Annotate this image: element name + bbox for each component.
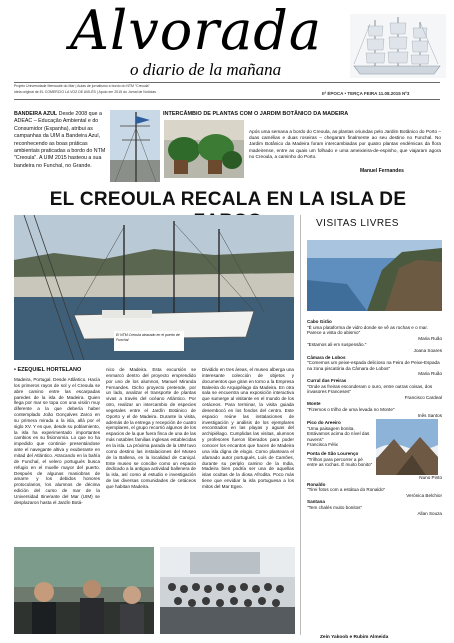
masthead-rule-top <box>14 82 440 83</box>
visit-quote: "Comemos um peixe-espada delicioso na Feira de Peixe-Espada na zona piscatória da Câmara de Lobos" <box>307 360 440 371</box>
visit-place: Ponta de São Lourenço <box>307 451 359 457</box>
masthead-rule-bottom <box>14 99 440 100</box>
visit-author: Maria Ruão <box>418 371 442 377</box>
main-photo-caption: El NTM Creoula atracado en el puerto de Funchal <box>114 331 184 351</box>
sidebar-divider <box>300 215 301 635</box>
visit-quote: "Tem chalés muito bonitos" <box>307 505 363 511</box>
visit-author: Inês Santos <box>417 412 442 418</box>
visit-place: Curral das Freiras <box>307 377 347 383</box>
teaser-bandeira-azul <box>14 111 114 170</box>
visit-entry-text <box>307 419 373 475</box>
visit-place: Pico do Areeiro <box>307 420 341 426</box>
main-headline: EL CREOULA RECALA EN LA ISLA DE <box>49 189 407 210</box>
visit-author: Verónica Belchior <box>406 492 442 498</box>
visit-entry <box>307 378 442 400</box>
mountain-clouds-photo <box>376 419 438 475</box>
credits-line-2: Ideia original de EL COMERCIO LA VOZ DE AVILÉS | Apoio em 2015 do Jornal de Notícias <box>14 89 156 94</box>
visit-quote: "É uma plataforma de vidro donde se vê as rochas e o mar. Parece a vista do abismo" <box>307 324 428 336</box>
article-column-3: Dividido en tres áreas, el museo alberga una interesante colección de objetos y documentos que giran en torno a la Empresa Baleeira do Arquipélago da Madeira. En otra sala se encuentra una exposición interactiva que sumerge al visitante en el mundo de los cetáceos. Para terminar, la visita guiada desembocó en los fondos del centro. Este espacio reúne las instalaciones de investigación y análisis de los ejemplares encontrados en las playas y aguas del archipiélago. Cumplidas las visitas, alumnos y profesores fueron liberados para poder conocer los encantos que hacen de Madeira una isla digna de elogio. Como planteara el afamado autor portugués, Luís de Camões, durante su periplo camino de la India, Madeira bien podría ser una de aquellas islas ocultas de la diosa Afrodita. Poco más tiene que envidiar la isla portuguesa a los mitos del Mar Egeo. <box>202 367 294 489</box>
teaser-plants-signature: Manuel Fernandes <box>360 168 404 174</box>
visit-quote: "Uma paisagem bonita. Estávamos acima do nível das nuvens" <box>307 425 370 442</box>
teaser-plants-body: Após uma semana a bordo do Creoula, as plantas oriundas pelo Jardim Botânico do Porto – duas camélias e duas roseiras – chegaram finalmente ao seu destino no Funchal. No Jardim Botânico da Madeira foram intercambiadas por quatro plantas endémicas da flora madeirense, entre as quais um folhado e uma ameixieira-de-espinho, que viajaram agora no Creoula, a caminho do Porto. <box>249 129 441 159</box>
visit-place: Santana <box>307 499 325 505</box>
edition-info: IIª ÉPOCA • TERÇA FEIRA 11.08.2015 Nº3 <box>322 91 410 96</box>
visit-quote: "Onde as freiras esconderam o ouro, entre outras coisas, dos invasores Franceses" <box>307 383 433 395</box>
visit-entry <box>307 342 442 353</box>
crew-deck-photo <box>14 547 154 634</box>
visit-place: Cabo Girão <box>307 319 332 324</box>
visit-entry <box>307 401 442 418</box>
credits-line-1: Projeto Universidade Mensuale do Mar | Aulas de jornalismo a bordo do NTM "Creoula" <box>14 84 150 88</box>
visit-author: Maria Ruão <box>418 335 442 341</box>
visit-author: Joana Soares <box>413 347 442 353</box>
visit-entry <box>307 355 442 377</box>
visit-quote: "Tirei fotos com a estátua do Ronaldo" <box>307 487 386 493</box>
visit-entry <box>307 499 442 516</box>
sailing-ship-illustration <box>350 14 446 78</box>
visit-place: Câmara de Lobos <box>307 354 346 360</box>
visit-quote: "Trilhos para percorrer a pé entre as rochas. É muito bonito" <box>307 456 373 468</box>
visit-place: Ronaldo <box>307 481 326 487</box>
visit-author: Francisco Cardeal <box>404 394 442 400</box>
visit-quote: "Fizemos o trilho de uma levada no Monte" <box>307 406 395 412</box>
masthead-title: Alvorada <box>70 0 323 62</box>
visit-author: Allan Souza <box>417 510 442 516</box>
visits-list <box>307 318 442 517</box>
visit-author: Francisca Félix <box>307 442 338 448</box>
sidebar-signature: Zeín Yakoob e Rubim Almeida <box>320 635 389 640</box>
plants-photo <box>164 120 244 178</box>
coastline-photo <box>307 240 442 311</box>
sidebar-title: VISITAS LIVRES <box>316 218 399 229</box>
teaser-plants-title: INTERCÂMBIO DE PLANTAS COM O JARDIM BOTÂNICO DA MADEIRA <box>163 111 349 117</box>
teaser-lead: BANDEIRA AZUL <box>14 111 58 117</box>
flag-mast-photo <box>110 110 160 182</box>
group-photo <box>160 547 295 634</box>
visit-entry-with-photo <box>307 419 442 475</box>
teaser-text: Desde 2008 que a ADEAC – Educação Ambiental e do Consumidor (Espanha), atribui as campanhas da UIM a Bandeira Azul, reconhecendo as boas práticas ambientais praticadas a bordo do NTM "Creoula". A UIM 2015 hasteou a sua bandeira no Funchal, no Grande. <box>14 111 106 169</box>
masthead-credits <box>14 84 314 95</box>
article-byline: • EZEQUIEL HORTELANO <box>14 367 82 373</box>
article-column-2: nico de Madeira. Esta excursión se enmarcó dentro del proyecto emprendido por uno de los alumnos, Manuel Miranda Fernandes. Dicho proyecto pretende, por un lado, analizar el transporte de plantas vivas a través del océano Atlántico. Por otro, realizar un intercambio de especies vegetales entre el Jardín Botánico de Oporto y el de Madeira. Durante la visita, además de la entrega y recepción de cuatro ejemplares, el grupo recorrió algunos de los espacios de la que fuera finca de una de las más notables familias inglesas establecidas en la isla. La próxima parada de la UIM tuvo como destino las instalaciones del Museo de la Ballena, en la localidad de Caniçal. Este museo se concibe como un espacio dedicado a la antigua actividad ballenera de la isla, así como al estudio e investigación de las diversas comunidades de cetáceos que habitan Madeira. <box>106 367 196 489</box>
visit-quote: "Estamos ali em suspensão." <box>307 342 367 348</box>
masthead-subtitle: o diario de la mañana <box>130 60 282 79</box>
visit-entry <box>307 319 442 341</box>
visit-entry <box>307 482 442 499</box>
article-column-1: Madeira, Portugal. Desde Atlântico. Hacía los primeros rayos de sol y el Creoula se abre camino entre las escarpadas paredes de la isla de Madeira. Quien llega por mar se topa con una visión muy diferente a la que debería haber contemplado João Gonçalves Zarco en su primera mirada a la isla, allá por el siglo XV. Y es que, desde su poblamiento, la isla ha experimentado importantes cambios en su fisionomía. Lo que no ha impedido que continúe presentándose ante el navegante altiva y exuberante en mitad del Atlántico. Atracando en la bahía de Funchal, el velero portugués busca refugio en el muelle mayor del puerto. Después de algunas maniobras de amarre y los debidos honores protocolarios, los alumnos de décima edición del curso de mar de la Universidad Itinerante del Mar (UIM) se desplazaron hasta el Jardín Botá- <box>14 377 100 505</box>
visit-place: Monte <box>307 401 321 407</box>
visit-author: Nuno Pinto <box>419 475 442 481</box>
